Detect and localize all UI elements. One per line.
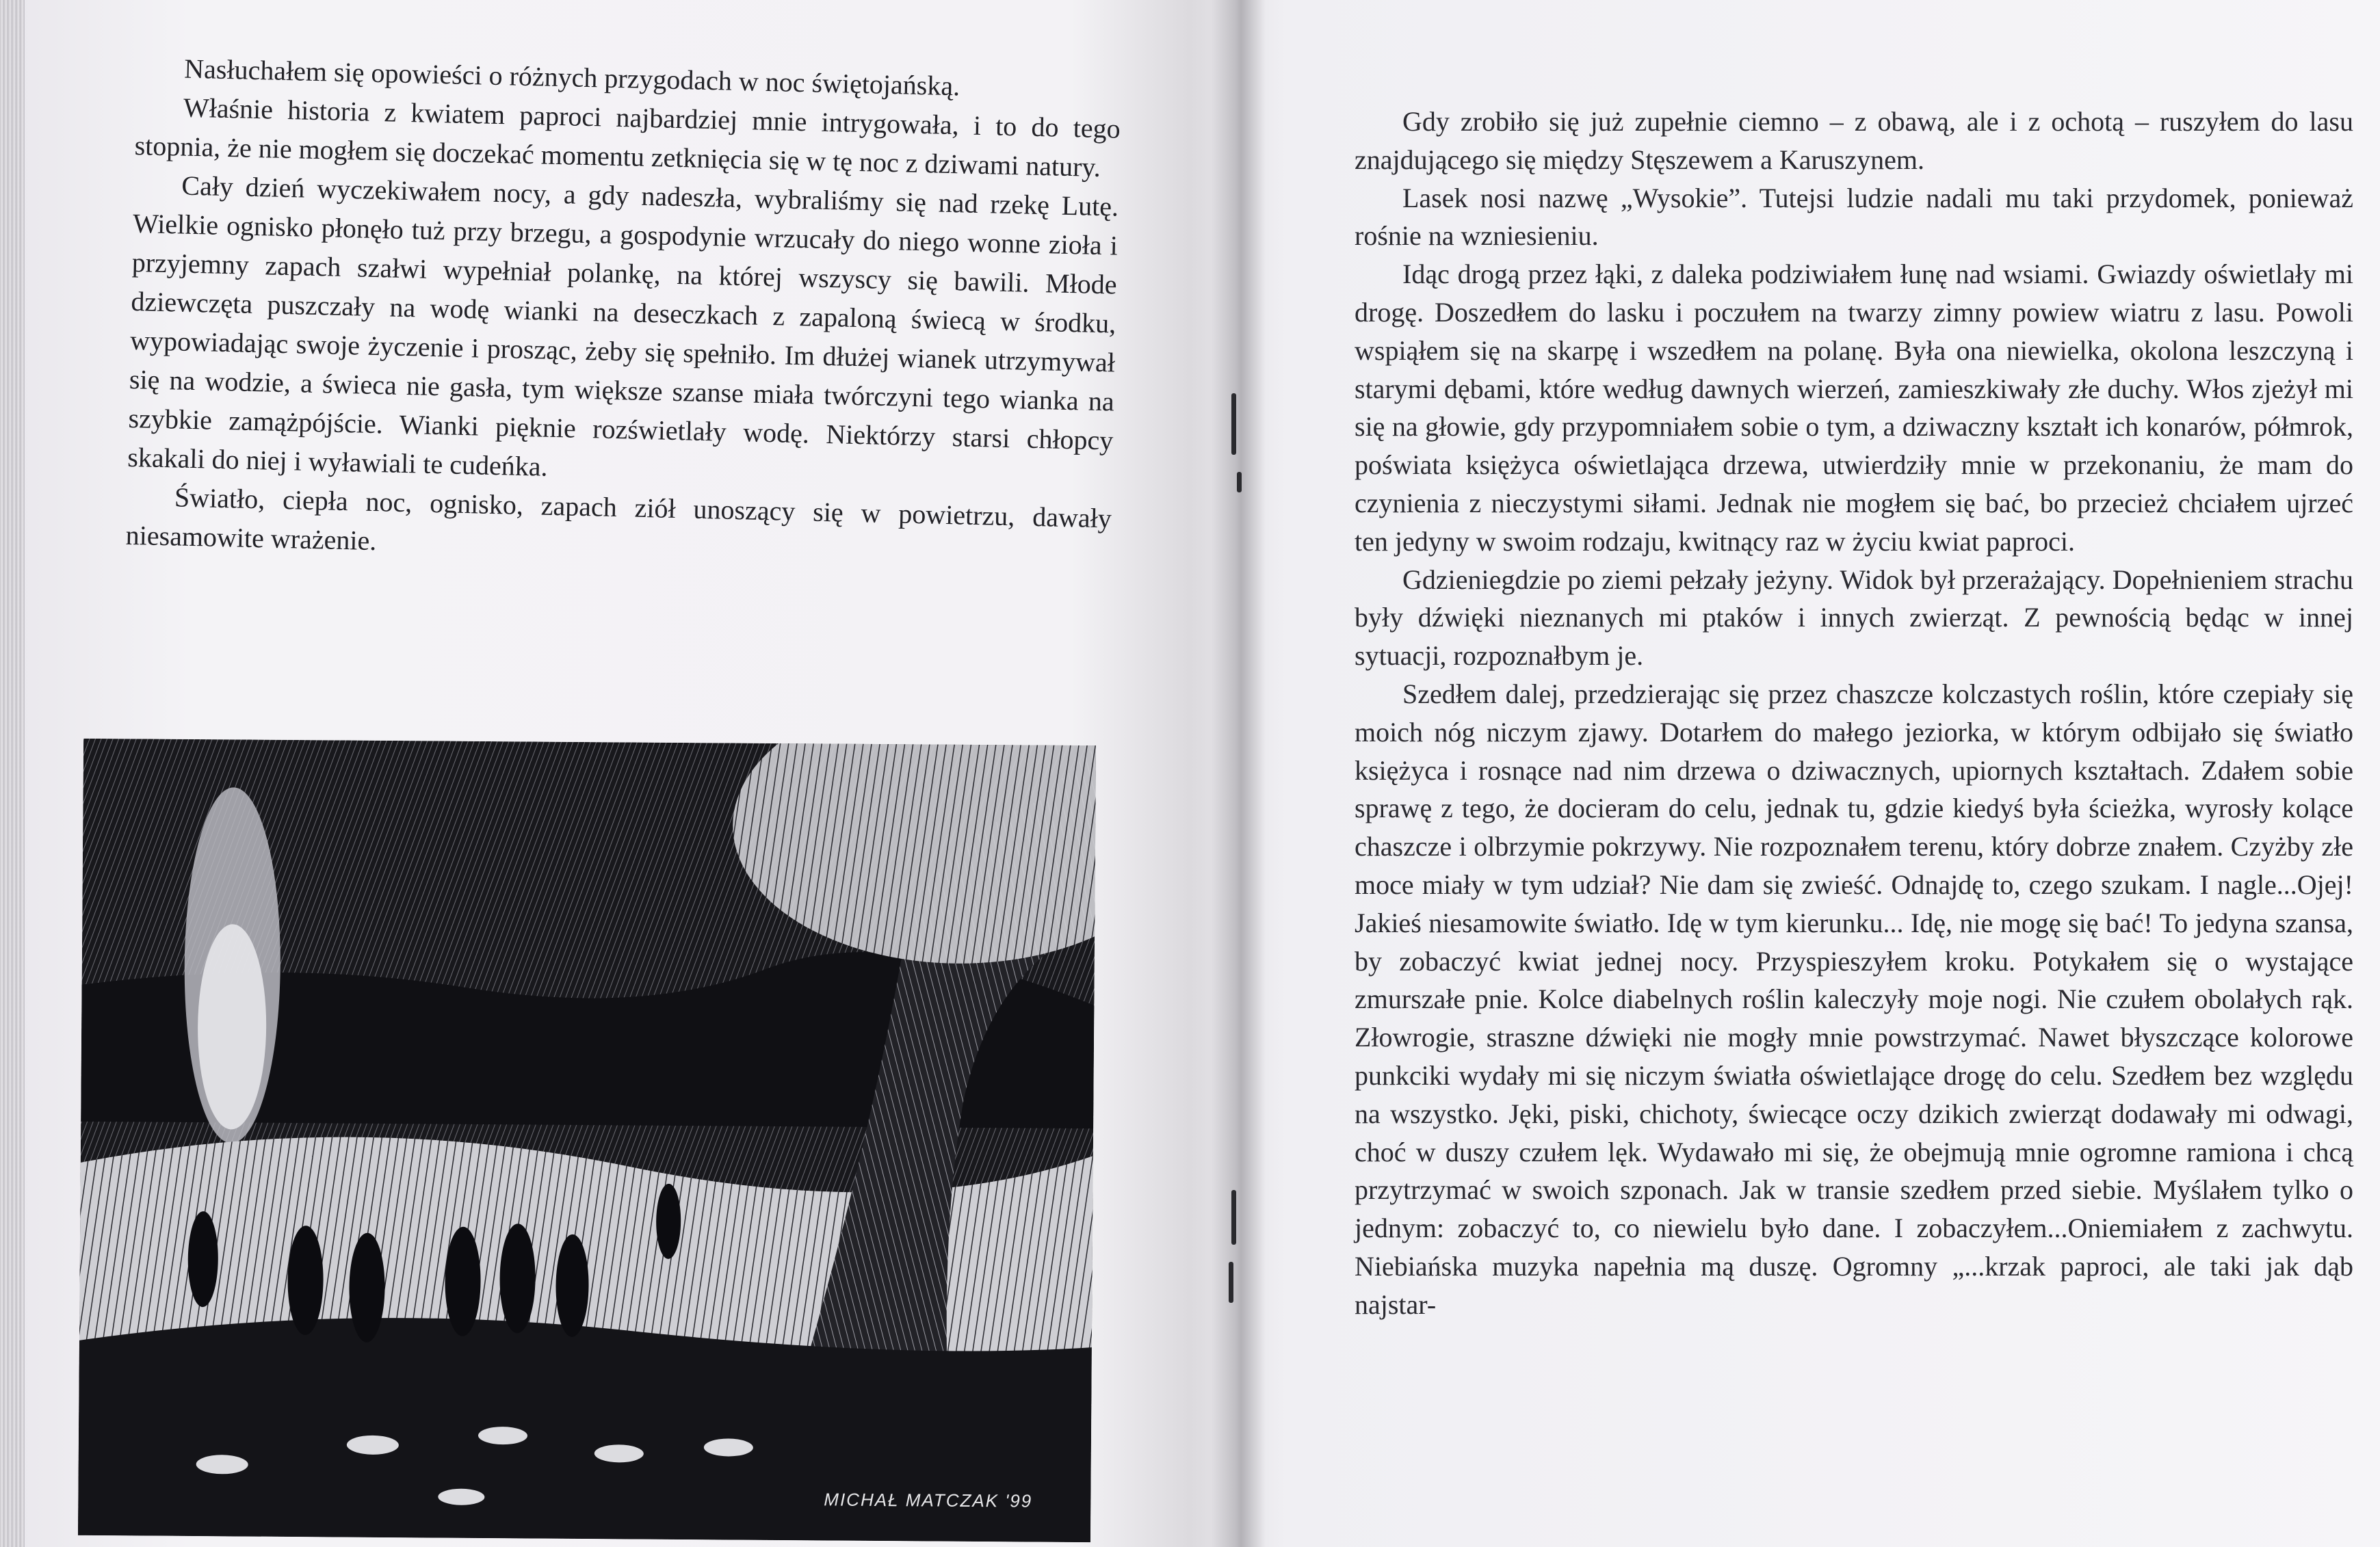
left-paragraph-3: Cały dzień wyczekiwałem nocy, a gdy nadeszła, wybraliśmy się nad rzekę Lutę. Wielkie ognisko płonęło tuż przy brzegu, a gospodynie wrzucały do niego wonne zioła i przyjemny zapach szałwi wypełniał polankę, na której wszyscy się bawili. Młode dziewczęta puszczały na wodę wianki na deseczkach z zapaloną świecą w środku, wypowiadając swoje życzenie i prosząc, żeby się spełniło. Im dłużej wianek utrzymywał się na wodzie, a świeca nie gasła, tym większe szanse miała twórczyni tego wianka na szybkie zamążpójście. Wianki pięknie rozświetlały wodę. Niektórzy starsi chłopcy skakali do niej i wyławiali te cudeńka. [127, 170, 1119, 482]
left-page-text [125, 48, 1121, 577]
midsummer-night-engraving [78, 739, 1096, 1542]
right-paragraph-4: Gdzieniegdzie po ziemi pełzały jeżyny. Widok był przerażający. Dopełnieniem strachu były dźwięki nieznanych mi ptaków i innych zwierząt. Z pewnością będąc w innej sytuacji, rozpoznałbym je. [1355, 564, 2353, 672]
staple-bottom-small [1229, 1262, 1233, 1303]
book-gutter [1211, 0, 1266, 1547]
left-paragraph-1: Nasłuchałem się opowieści o różnych przygodach w noc świętojańską. [183, 53, 960, 102]
staple-bottom [1231, 1190, 1236, 1245]
staple-top-small [1237, 472, 1242, 492]
right-paragraph-5: Szedłem dalej, przedzierając się przez chaszcze kolczastych roślin, które czepiały się moich nóg niczym zjawy. Dotarłem do małego jeziorka, w którym odbijało się światło księżyca i rosnące nad nim drzewa o dziwacznych, upiornych kształtach. Zdałem sobie sprawę z tego, że docieram do celu, jednak tu, gdzie kiedyś była ścieżka, wyrosły kolące chaszcze i olbrzymie pokrzywy. Nie rozpoznałem terenu, który dobrze znałem. Czyżby złe moce miały w tym udział? Nie dam się zwieść. Odnajdę to, czego szukam. I nagle...Ojej! Jakieś niesamowite światło. Idę w tym kierunku... Idę, nie mogę się bać! To jedyna szansa, by zobaczyć kwiat jednej nocy. Przyspieszyłem kroku. Potykałem się o wystające zmurszałe pnie. Kolce diabelnych roślin kaleczyły moje nogi. Nie czułem obolałych rąk. Złowrogie, straszne dźwięki nie mogły mnie powstrzymać. Nawet błyszczące kolorowe punkciki wydały mi się niczym światła oświetlające drogę do celu. Szedłem bez względu na wszystko. Jęki, piski, chichoty, świecące oczy dzikich zwierząt dodawały mi odwagi, choć w duszy czułem lęk. Wydawało mi się, że obejmują mnie ogromne ramiona i chcą przytrzymać w swoich szponach. Jak w transie szedłem przed siebie. Myślałem tylko o jednym: zobaczyć to, co niewielu było dane. I zobaczyłem...Oniemiałem z zachwytu. Niebiańska muzyka napełnia mą duszę. Ogromny „...krzak paproci, ale taki jak dąb najstar- [1355, 678, 2353, 1320]
page-stack-edge [0, 0, 25, 1547]
left-paragraph-2: Właśnie historia z kwiatem paproci najbardziej mnie intrygowała, i to do tego stopnia, że nie mogłem się doczekać momentu zetknięcia się w tę noc z dziwami natury. [134, 92, 1121, 183]
right-page [1355, 0, 2353, 1547]
right-paragraph-3: Idąc drogą przez łąki, z daleka podziwiałem łunę nad wsiami. Gwiazdy oświetlały mi drogę. Doszedłem do lasku i poczułem na twarzy zimny powiew wiatru z lasu. Powoli wspiąłem się na skarpę i wszedłem na polanę. Była ona niewielka, okolona leszczyną i starymi dębami, które według dawnych wierzeń, zamieszkiwały złe duchy. Włos zjeżył mi się na głowie, gdy przypomniałem sobie o tym, a dziwaczny kształt ich konarów, półmrok, poświata księżyca oświetlająca drzewa, utwierdziły mnie w przekonaniu, że mam do czynienia z nieczystymi siłami. Jednak nie mogłem się bać, bo przecież chciałem ujrzeć ten jedyny w swoim rodzaju, kwitnący raz w życiu kwiat paproci. [1355, 259, 2353, 557]
right-paragraph-1: Gdy zrobiło się już zupełnie ciemno – z obawą, ale i z ochotą – ruszyłem do lasu znajdującego się między Stęszewem a Karuszynem. [1355, 106, 2353, 175]
woodcut-illustration [78, 739, 1096, 1542]
left-paragraph-4: Światło, ciepła noc, ognisko, zapach ziół unoszący się w powietrzu, dawały niesamowite wrażenie. [125, 481, 1112, 557]
right-page-text [1355, 103, 2353, 1324]
staple-top [1231, 393, 1236, 455]
right-paragraph-2: Lasek nosi nazwę „Wysokie”. Tutejsi ludzie nadali mu taki przydomek, ponieważ rośnie na wzniesieniu. [1355, 182, 2353, 252]
artist-signature: MICHAŁ MATCZAK '99 [824, 1489, 1033, 1511]
